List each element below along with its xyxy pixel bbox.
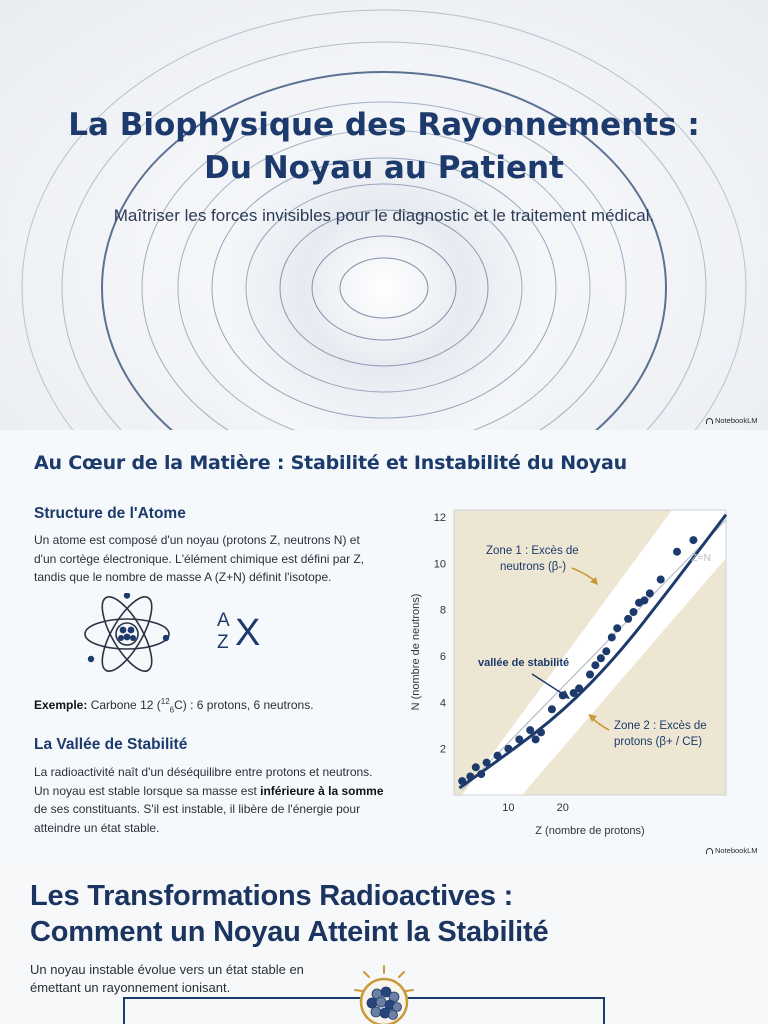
example-z: 6 bbox=[169, 705, 175, 715]
x-axis-label: Z (nombre de protons) bbox=[535, 825, 645, 837]
zone-1-label-line-1: Zone 1 : Excès de bbox=[486, 545, 579, 557]
nucleus-point bbox=[586, 671, 594, 679]
slide-subtitle: Un noyau instable évolue vers un état stable en émettant un rayonnement ionisant. bbox=[30, 962, 304, 995]
nucleus-point bbox=[613, 624, 621, 632]
title-line-1: Les Transformations Radioactives : bbox=[30, 880, 514, 912]
nucleus-point bbox=[494, 752, 502, 760]
zn-label: Z=N bbox=[691, 552, 712, 564]
radioactive-transformations-slide bbox=[0, 860, 768, 1024]
nucleus-point bbox=[458, 777, 466, 785]
nucleus-point bbox=[624, 615, 632, 623]
nucleus-point bbox=[640, 596, 648, 604]
example-label: Exemple: bbox=[34, 698, 88, 712]
watermark-text: NotebookLM bbox=[715, 846, 758, 855]
y-tick-label: 6 bbox=[439, 650, 446, 663]
title-line-1: La Biophysique des Rayonnements : bbox=[68, 107, 700, 143]
nucleus-point bbox=[483, 759, 491, 767]
nucleus-point bbox=[646, 589, 654, 597]
element-symbol: X bbox=[235, 612, 261, 654]
y-tick-label: 8 bbox=[439, 604, 446, 617]
zone-2-label-line-1: Zone 2 : Excès de bbox=[614, 720, 707, 732]
valley-text-1: La radioactivité naît d'un déséquilibre entre protons et neutrons. Un noyau est stable lorsque sa masse est bbox=[34, 765, 373, 798]
y-tick-label: 2 bbox=[439, 743, 446, 756]
y-tick-label: 4 bbox=[439, 697, 446, 710]
nucleus-point bbox=[466, 773, 474, 781]
notebooklm-icon bbox=[706, 848, 713, 854]
stability-valley-chart bbox=[402, 500, 742, 845]
x-tick-label: 20 bbox=[556, 802, 569, 814]
nucleus-point bbox=[689, 536, 697, 544]
valley-text-bold: inférieure à la somme bbox=[260, 783, 384, 798]
example-line bbox=[34, 697, 314, 714]
nucleus-point bbox=[472, 763, 480, 771]
notebooklm-icon bbox=[706, 418, 713, 424]
unstable-nucleus-icon bbox=[352, 964, 416, 1024]
y-axis-label: N (nombre de neutrons) bbox=[410, 593, 422, 711]
nucleus-point bbox=[597, 654, 605, 662]
nucleus-stability-slide bbox=[0, 430, 768, 860]
notebooklm-watermark bbox=[706, 416, 758, 425]
example-element: C bbox=[174, 698, 183, 712]
valley-paragraph bbox=[34, 763, 384, 837]
structure-heading: Structure de l'Atome bbox=[34, 505, 186, 522]
slide-title: Au Cœur de la Matière : Stabilité et Instabilité du Noyau bbox=[34, 452, 627, 474]
example-text-pre: Carbone 12 ( bbox=[90, 698, 161, 712]
nucleus-point bbox=[602, 647, 610, 655]
nucleus-point bbox=[504, 745, 512, 753]
slide-title bbox=[30, 878, 548, 950]
notebooklm-watermark bbox=[706, 846, 758, 855]
y-tick-label: 10 bbox=[433, 558, 446, 571]
isotope-notation bbox=[210, 610, 280, 670]
valley-heading: La Vallée de Stabilité bbox=[34, 736, 188, 753]
nucleus-point bbox=[591, 661, 599, 669]
subtitle: Maîtriser les forces invisibles pour le diagnostic et le traitement médical. bbox=[113, 206, 655, 225]
title-line-2: Du Noyau au Patient bbox=[204, 150, 564, 186]
example-mass: 12 bbox=[160, 697, 170, 706]
page-title bbox=[0, 104, 768, 190]
nucleus-point bbox=[575, 684, 583, 692]
nucleus-point bbox=[526, 726, 534, 734]
example-text-post: ) : 6 protons, 6 neutrons. bbox=[182, 698, 314, 712]
atom-icon bbox=[82, 593, 172, 675]
nucleus-point bbox=[673, 548, 681, 556]
title-slide bbox=[0, 0, 768, 430]
structure-paragraph: Un atome est composé d'un noyau (protons Z, neutrons N) et d'un cortège électronique. L'élément chimique est défini par Z, tandis que le nombre de masse A (Z+N) définit l'isotope. bbox=[34, 533, 365, 584]
nucleus-point bbox=[532, 735, 540, 743]
title-line-2: Comment un Noyau Atteint la Stabilité bbox=[30, 916, 549, 948]
valley-label: vallée de stabilité bbox=[478, 657, 570, 669]
nucleus-point bbox=[477, 770, 485, 778]
nucleus-point bbox=[537, 728, 545, 736]
nucleus-point bbox=[548, 705, 556, 713]
nucleus-point bbox=[657, 576, 665, 584]
nucleus-point bbox=[515, 735, 523, 743]
x-tick-label: 10 bbox=[502, 802, 515, 814]
zone-1-label-line-2: neutrons (β-) bbox=[500, 561, 567, 573]
nucleus-point bbox=[630, 608, 638, 616]
zone-2-label-line-2: protons (β+ / CE) bbox=[614, 736, 703, 748]
valley-text-2: de ses constituants. S'il est instable, il libère de l'énergie pour atteindre un état stable. bbox=[34, 802, 361, 835]
atomic-number-symbol: Z bbox=[217, 632, 229, 653]
watermark-text: NotebookLM bbox=[715, 416, 758, 425]
y-tick-label: 12 bbox=[433, 511, 446, 524]
mass-number-symbol: A bbox=[217, 610, 230, 631]
nucleus-point bbox=[608, 633, 616, 641]
